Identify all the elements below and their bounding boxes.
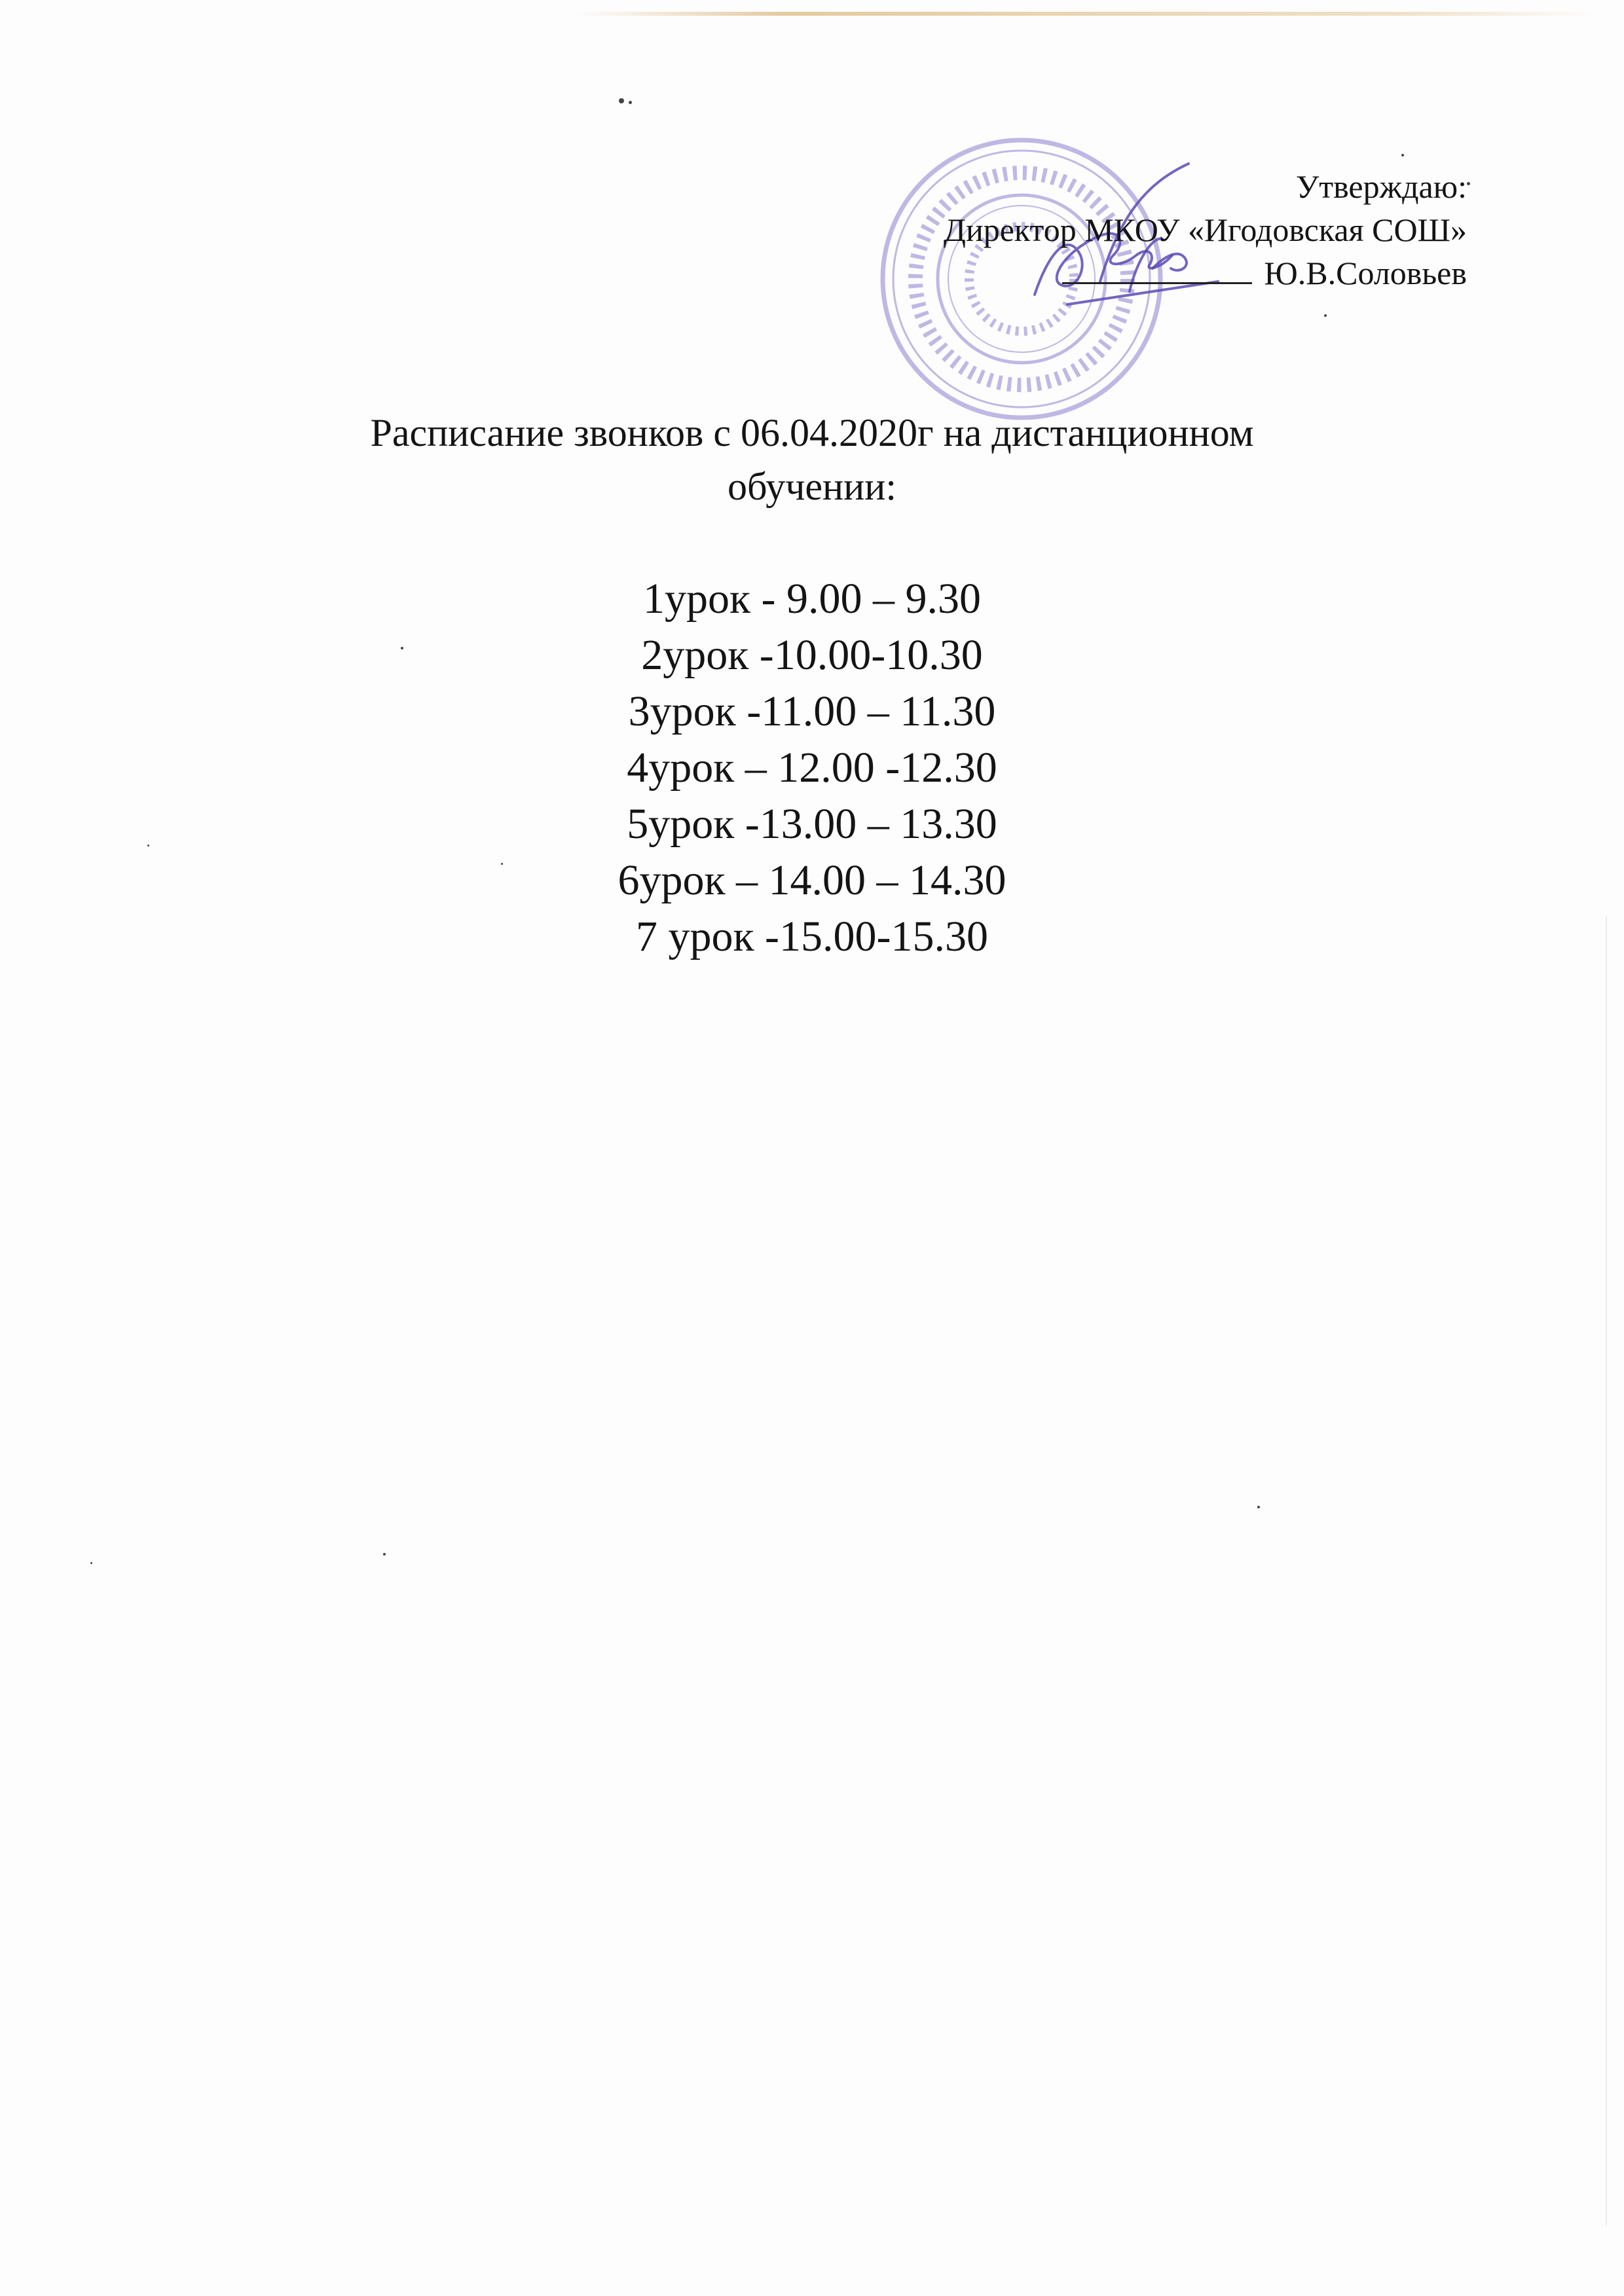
scan-speck — [1401, 154, 1404, 156]
schedule-row: 7 урок -15.00-15.30 — [635, 913, 989, 960]
bell-schedule — [0, 571, 1624, 965]
scan-edge-top — [576, 12, 1598, 16]
title-line-1: Расписание звонков с 06.04.2020г на дистанционном — [370, 411, 1254, 454]
schedule-row: 6урок – 14.00 – 14.30 — [618, 856, 1006, 904]
scan-speck — [90, 1562, 92, 1564]
schedule-row: 2урок -10.00-10.30 — [641, 631, 983, 679]
scan-speck — [1467, 182, 1470, 185]
approval-block — [944, 165, 1467, 295]
scan-speck — [1257, 1506, 1260, 1508]
schedule-row: 1урок - 9.00 – 9.30 — [642, 575, 982, 623]
scan-speck — [629, 101, 632, 104]
scan-speck — [619, 98, 624, 103]
schedule-row: 5урок -13.00 – 13.30 — [627, 800, 997, 848]
approver-name: Ю.В.Соловьев — [1264, 255, 1467, 291]
signature-line-row — [944, 251, 1467, 295]
scan-speck — [1324, 314, 1327, 317]
scan-edge-right — [1606, 917, 1607, 2226]
scan-speck — [383, 1553, 386, 1556]
approver-position: Директор МКОУ «Игодовская СОШ» — [943, 211, 1467, 248]
schedule-row: 3урок -11.00 – 11.30 — [628, 687, 996, 735]
approval-heading: Утверждаю: — [1295, 168, 1467, 205]
schedule-row: 4урок – 12.00 -12.30 — [627, 744, 997, 792]
title-line-2: обучении: — [727, 465, 897, 508]
signature-line — [1062, 255, 1252, 284]
document-title — [0, 406, 1624, 513]
